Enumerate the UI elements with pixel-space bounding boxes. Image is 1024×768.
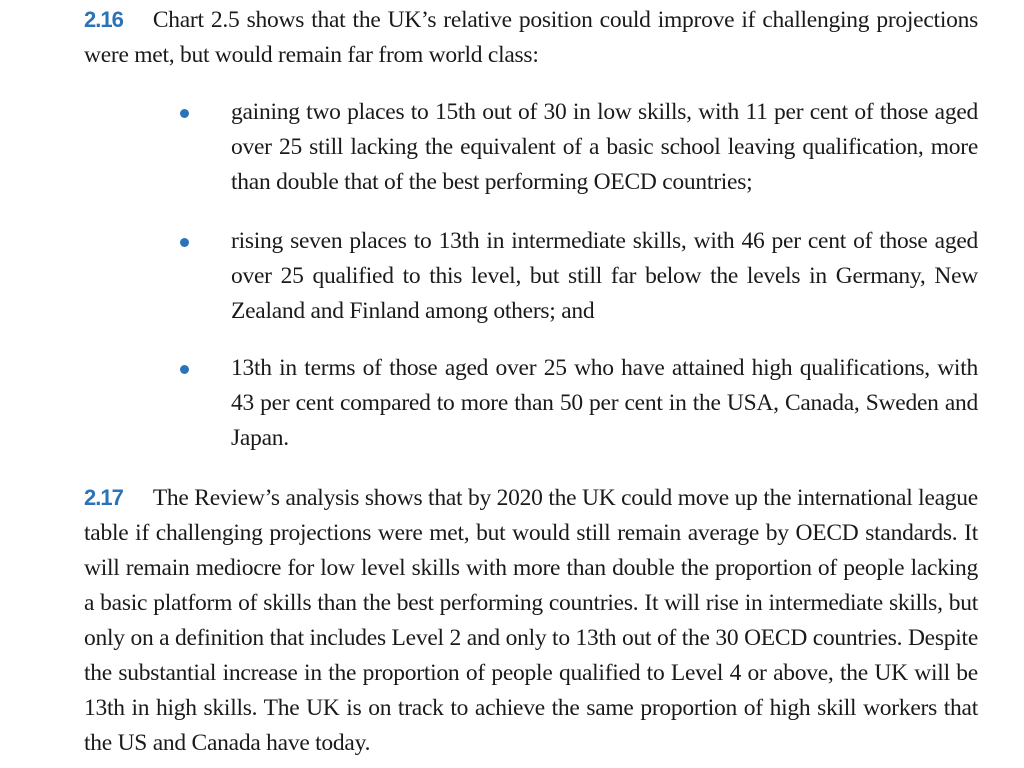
paragraph-2-16 <box>84 2 978 73</box>
bullet-text: 13th in terms of those aged over 25 who have attained high qualifications, with 43 per cent compared to more than 50 per cent in the USA, Canada, Sweden and Japan. <box>231 355 978 451</box>
paragraph-number: 2.16 <box>84 7 123 32</box>
bullet-text: rising seven places to 13th in intermediate skills, with 46 per cent of those aged over 25 qualified to this level, but still far below the levels in Germany, New Zealand and Finland among others; and <box>231 228 978 324</box>
bullet-icon <box>180 365 189 374</box>
bullet-icon <box>180 238 189 247</box>
bullet-icon <box>180 109 189 118</box>
paragraph-2-17 <box>84 480 978 761</box>
paragraph-text: Chart 2.5 shows that the UK’s relative position could improve if challenging projections were met, but would remain far from world class: <box>84 7 978 68</box>
paragraph-text: The Review’s analysis shows that by 2020 the UK could move up the international league table if challenging projections were met, but would still remain average by OECD standards. It will remain mediocre for low level skills with more than double the proportion of people lacking a basic platform of skills than the best performing countries. It will rise in intermediate skills, but only on a definition that includes Level 2 and only to 13th out of the 30 OECD countries. Despite the substantial increase in the proportion of people qualified to Level 4 or above, the UK will be 13th in high skills. The UK is on track to achieve the same proportion of high skill workers that the US and Canada have today. <box>84 485 978 756</box>
paragraph-number: 2.17 <box>84 485 123 510</box>
bullet-text: gaining two places to 15th out of 30 in low skills, with 11 per cent of those aged over 25 still lacking the equivalent of a basic school leaving qualification, more than double that of the best performing OECD countries; <box>231 99 978 195</box>
